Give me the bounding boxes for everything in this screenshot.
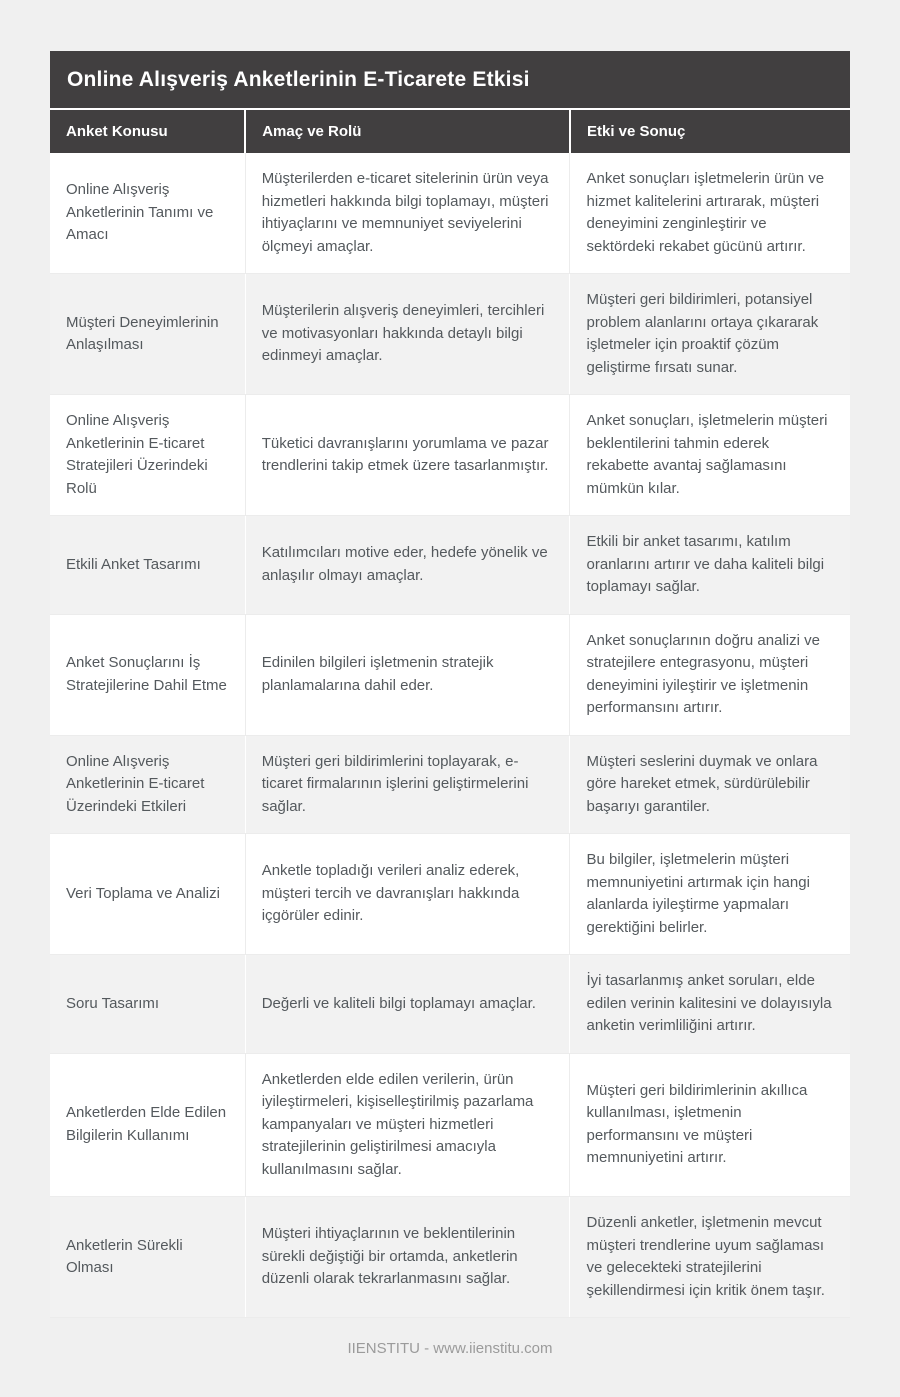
cell-effect: Bu bilgiler, işletmelerin müşteri memnuniyetini artırmak için hangi alanlarda iyileştirme yapmaları gerektiğini belirler.: [570, 834, 850, 955]
cell-topic: Etkili Anket Tasarımı: [50, 516, 245, 615]
cell-topic: Online Alışveriş Anketlerinin E-ticaret Üzerindeki Etkileri: [50, 735, 245, 834]
cell-purpose: Müşteri geri bildirimlerini toplayarak, e-ticaret firmalarının işlerini geliştirmelerini sağlar.: [245, 735, 570, 834]
cell-topic: Anketlerden Elde Edilen Bilgilerin Kullanımı: [50, 1053, 245, 1197]
cell-purpose: Tüketici davranışlarını yorumlama ve pazar trendlerini takip etmek üzere tasarlanmıştır.: [245, 395, 570, 516]
table-row: [50, 516, 850, 615]
cell-topic: Anket Sonuçlarını İş Stratejilerine Dahil Etme: [50, 614, 245, 735]
cell-purpose: Katılımcıları motive eder, hedefe yönelik ve anlaşılır olmayı amaçlar.: [245, 516, 570, 615]
cell-effect: Anket sonuçları, işletmelerin müşteri beklentilerini tahmin ederek rekabette avantaj sağlamasını mümkün kılar.: [570, 395, 850, 516]
table-row: [50, 1053, 850, 1197]
survey-table: [50, 110, 850, 1318]
table-row: [50, 614, 850, 735]
cell-topic: Müşteri Deneyimlerinin Anlaşılması: [50, 274, 245, 395]
table-row: [50, 153, 850, 274]
cell-effect: Anket sonuçlarının doğru analizi ve stratejilere entegrasyonu, müşteri deneyimini iyileştirir ve işletmenin performansını artırır.: [570, 614, 850, 735]
cell-effect: Anket sonuçları işletmelerin ürün ve hizmet kalitelerini artırarak, müşteri deneyimini zenginleştirir ve sektördeki rekabet gücünü artırır.: [570, 153, 850, 274]
cell-effect: Müşteri seslerini duymak ve onlara göre hareket etmek, sürdürülebilir başarıyı garantiler.: [570, 735, 850, 834]
cell-effect: Müşteri geri bildirimlerinin akıllıca kullanılması, işletmenin performansını ve müşteri memnuniyetini artırır.: [570, 1053, 850, 1197]
table-row: [50, 395, 850, 516]
cell-purpose: Müşterilerin alışveriş deneyimleri, tercihleri ve motivasyonları hakkında detaylı bilgi edinmeyi amaçlar.: [245, 274, 570, 395]
cell-purpose: Değerli ve kaliteli bilgi toplamayı amaçlar.: [245, 955, 570, 1054]
table-header: [50, 110, 850, 153]
cell-purpose: Müşteri ihtiyaçlarının ve beklentilerinin sürekli değiştiği bir ortamda, anketlerin düzenli olarak tekrarlanmasını sağlar.: [245, 1197, 570, 1318]
table-row: [50, 955, 850, 1054]
cell-topic: Soru Tasarımı: [50, 955, 245, 1054]
cell-topic: Anketlerin Sürekli Olması: [50, 1197, 245, 1318]
column-header-topic: Anket Konusu: [50, 110, 245, 153]
table-row: [50, 1197, 850, 1318]
column-header-purpose: Amaç ve Rolü: [245, 110, 570, 153]
table-row: [50, 735, 850, 834]
cell-effect: İyi tasarlanmış anket soruları, elde edilen verinin kalitesini ve dolayısıyla anketin verimliliğini artırır.: [570, 955, 850, 1054]
table-row: [50, 274, 850, 395]
cell-purpose: Müşterilerden e-ticaret sitelerinin ürün veya hizmetleri hakkında bilgi toplamayı, müşteri ihtiyaçlarını ve memnuniyet seviyelerini ölçmeyi amaçlar.: [245, 153, 570, 274]
table-body: [50, 153, 850, 1318]
cell-effect: Müşteri geri bildirimleri, potansiyel problem alanlarını ortaya çıkararak işletmeler için proaktif çözüm geliştirme fırsatı sunar.: [570, 274, 850, 395]
cell-topic: Online Alışveriş Anketlerinin E-ticaret Stratejileri Üzerindeki Rolü: [50, 395, 245, 516]
survey-table-card: [50, 51, 850, 1318]
cell-topic: Online Alışveriş Anketlerinin Tanımı ve Amacı: [50, 153, 245, 274]
cell-effect: Etkili bir anket tasarımı, katılım oranlarını artırır ve daha kaliteli bilgi toplamayı sağlar.: [570, 516, 850, 615]
table-row: [50, 834, 850, 955]
cell-purpose: Edinilen bilgileri işletmenin stratejik planlamalarına dahil eder.: [245, 614, 570, 735]
cell-purpose: Anketle topladığı verileri analiz ederek, müşteri tercih ve davranışları hakkında içgörüler edinir.: [245, 834, 570, 955]
column-header-effect: Etki ve Sonuç: [570, 110, 850, 153]
cell-effect: Düzenli anketler, işletmenin mevcut müşteri trendlerine uyum sağlaması ve gelecekteki stratejilerini şekillendirmesi için kritik önem taşır.: [570, 1197, 850, 1318]
footer-text: IIENSTITU - www.iienstitu.com: [347, 1340, 553, 1357]
page-title: Online Alışveriş Anketlerinin E-Ticarete Etkisi: [50, 51, 850, 110]
cell-topic: Veri Toplama ve Analizi: [50, 834, 245, 955]
cell-purpose: Anketlerden elde edilen verilerin, ürün iyileştirmeleri, kişiselleştirilmiş pazarlama kampanyaları ve müşteri hizmetleri stratejilerinin geliştirilmesi amacıyla kullanılmasını sağlar.: [245, 1053, 570, 1197]
table-header-row: [50, 110, 850, 153]
